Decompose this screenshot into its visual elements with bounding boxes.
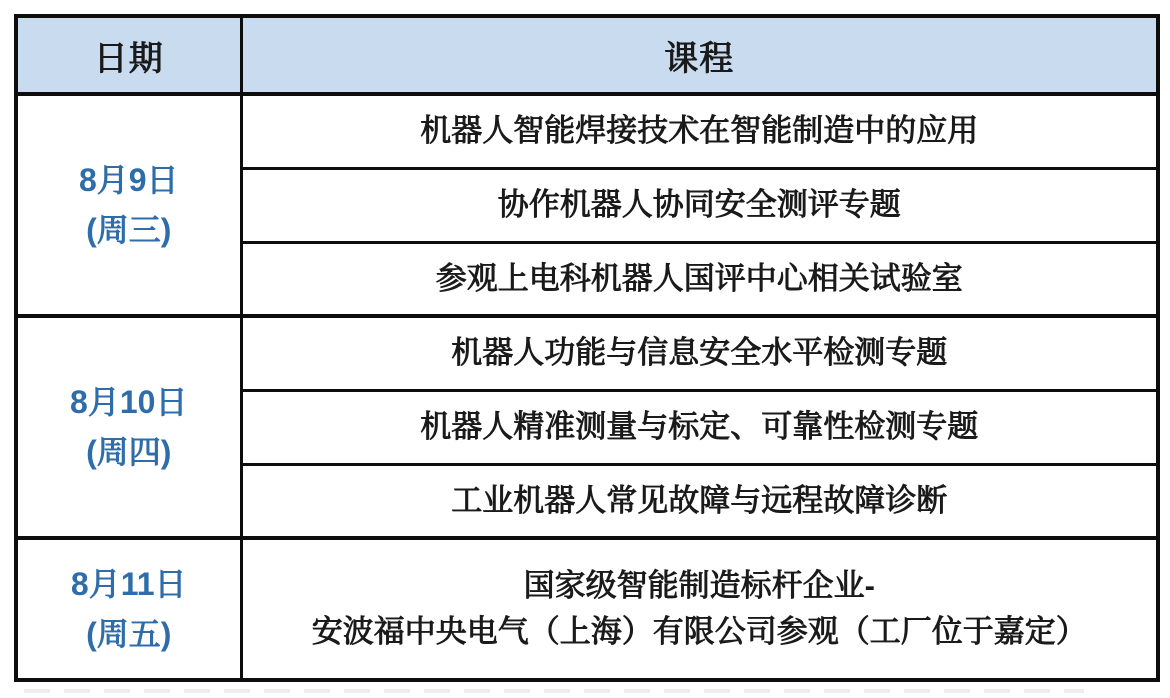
course-column-header: 课程: [241, 16, 1158, 94]
course-cell: 协作机器人协同安全测评专题: [241, 168, 1158, 242]
date-column-header: 日期: [16, 16, 241, 94]
course-cell: 参观上电科机器人国评中心相关试验室: [241, 242, 1158, 316]
course-line: 国家级智能制造标杆企业-: [523, 568, 875, 603]
course-cell: 机器人智能焊接技术在智能制造中的应用: [241, 94, 1158, 168]
header-row: [16, 16, 1158, 94]
table-row: [16, 538, 1158, 680]
course-line: 安波福中央电气（上海）有限公司参观（工厂位于嘉定）: [311, 614, 1087, 649]
table-row: [16, 94, 1158, 168]
course-schedule-table: [14, 14, 1160, 682]
table-row: [16, 316, 1158, 390]
course-cell: [241, 538, 1158, 680]
scan-artifact-line: [24, 689, 1084, 693]
date-text: 8月11日: [70, 566, 187, 602]
date-cell-aug10: [16, 316, 241, 538]
date-text: 8月10日: [70, 384, 188, 420]
weekday-text: (周五): [86, 616, 172, 652]
date-text: 8月9日: [78, 162, 179, 198]
course-cell: 机器人精准测量与标定、可靠性检测专题: [241, 390, 1158, 464]
date-cell-aug9: [16, 94, 241, 316]
course-cell: 机器人功能与信息安全水平检测专题: [241, 316, 1158, 390]
course-cell: 工业机器人常见故障与远程故障诊断: [241, 464, 1158, 538]
weekday-text: (周三): [86, 212, 172, 248]
date-cell-aug11: [16, 538, 241, 680]
weekday-text: (周四): [86, 434, 172, 470]
